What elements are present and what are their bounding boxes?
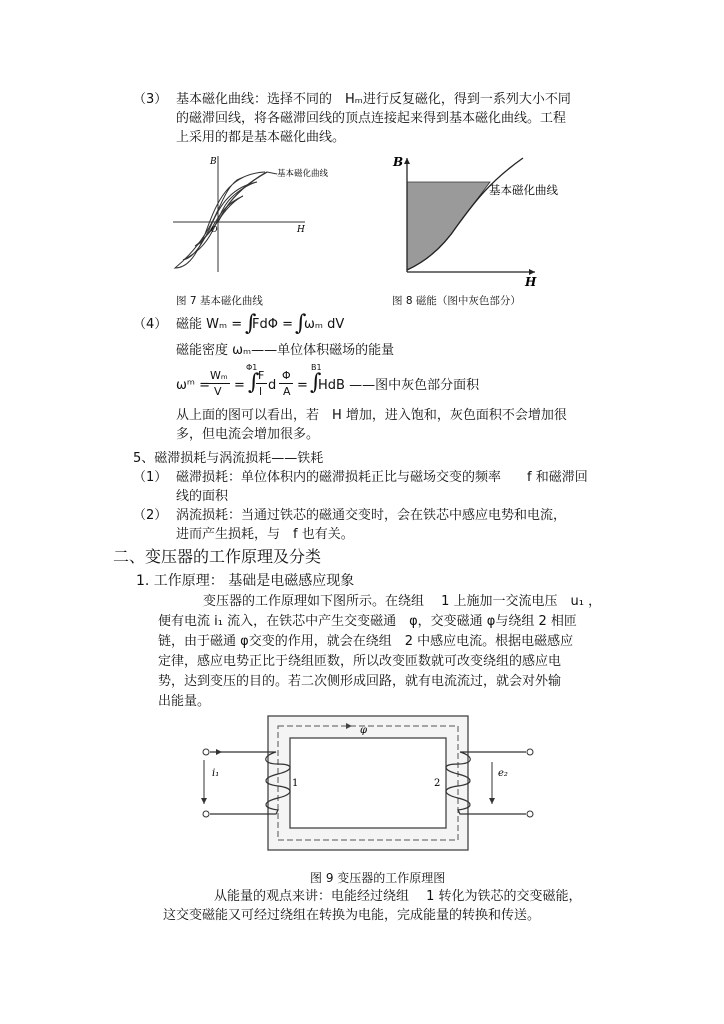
- terminal: [203, 749, 209, 755]
- h-label: H: [525, 275, 537, 289]
- fraction-denominator: V: [214, 385, 222, 398]
- winding-1-label: 1: [292, 778, 299, 789]
- origin-label: O: [211, 225, 218, 234]
- energy-density-definition: 磁能密度 ωₘ——单位体积磁场的能量: [176, 343, 395, 358]
- integral-upper-limit: Φ1: [246, 363, 258, 372]
- paragraph-line: 链，由于磁通 φ交变的作用，就会在绕组 2 中感应电流。根据电磁感应: [158, 634, 574, 649]
- paragraph-line: 的磁滞回线，将各磁滞回线的顶点连接起来得到基本磁化曲线。工程: [176, 111, 567, 126]
- emf-label: e₂: [498, 768, 508, 779]
- paragraph-line: 这交变磁能又可经过绕组在转换为电能，完成能量的转换和传送。: [163, 908, 541, 923]
- fraction-bar: [208, 383, 230, 384]
- section-5-title: 5、磁滞损耗与涡流损耗——铁耗: [133, 451, 324, 466]
- current-label: i₁: [212, 768, 220, 779]
- paragraph-line: 从能量的观点来讲：电能经过绕组 1 转化为铁芯的交变磁能，: [214, 889, 582, 904]
- core-window: [290, 738, 446, 828]
- paragraph-line: 势，达到变压的目的。若二次侧形成回路，就有电流流过，就会对外输: [158, 674, 562, 689]
- paragraph-line: 磁滞损耗：单位体积内的磁滞损耗正比与磁场交变的频率 f 和磁滞回: [176, 470, 588, 485]
- equals-sign: =: [297, 378, 308, 393]
- equals-sign: =: [234, 378, 245, 393]
- section-2-heading: 二、变压器的工作原理及分类: [113, 547, 322, 566]
- integral-sign: ∫: [245, 311, 257, 336]
- current-arrow: [216, 749, 222, 755]
- figure-7-caption: 图 7 基本磁化曲线: [176, 295, 263, 307]
- integral-upper-limit: B1: [311, 363, 322, 372]
- paragraph-line: 定律，感应电势正比于绕组匝数，所以改变匝数就可改变绕组的感应电: [158, 654, 562, 669]
- energy-formula-term1: FdΦ =: [252, 317, 293, 332]
- figure-9-caption: 图 9 变压器的工作原理图: [310, 871, 446, 885]
- energy-formula-lhs: 磁能 Wₘ =: [176, 317, 243, 332]
- large-loop: [175, 172, 265, 268]
- paragraph-line: 便有电流 i₁ 流入，在铁芯中产生交变磁通 φ，交变磁通 φ与绕组 2 相匝: [158, 614, 577, 629]
- hysteresis-loops-figure: [165, 150, 329, 278]
- fraction-numerator: Wₘ: [210, 369, 228, 382]
- paragraph-line: 从上面的图可以看出，若 H 增加，进入饱和，灰色面积不会增加很: [176, 408, 567, 423]
- integral-sign: ∫: [310, 370, 322, 395]
- h-label: H: [297, 225, 305, 235]
- fraction-numerator: F: [258, 369, 265, 382]
- paragraph-line: 基本磁化曲线：选择不同的 Hₘ进行反复磁化，得到一系列大小不同: [176, 92, 571, 107]
- energy-shaded-area: [407, 182, 490, 270]
- fraction-denominator: l: [259, 385, 263, 398]
- density-lhs: ωᵐ =: [176, 378, 211, 393]
- transformer-diagram: [192, 710, 544, 858]
- leader-line: [267, 172, 277, 174]
- terminal: [527, 749, 533, 755]
- fraction-numerator: Φ: [282, 369, 291, 382]
- b-axis-arrow: [404, 158, 410, 164]
- energy-formula-term2: ωₘ dV: [304, 317, 345, 332]
- flux-label: φ: [360, 725, 368, 736]
- curve-label: 基本磁化曲线: [489, 183, 558, 197]
- item-number-3: （3）: [133, 92, 168, 107]
- fraction-bar: [256, 383, 267, 384]
- paragraph-line: 出能量。: [158, 694, 211, 709]
- b-label: B: [393, 155, 404, 169]
- curve-label: 基本磁化曲线: [277, 169, 329, 179]
- medium-loop: [183, 182, 257, 260]
- integral-sign: ∫: [295, 311, 307, 336]
- terminal: [203, 811, 209, 817]
- item-number-1: （1）: [133, 470, 168, 485]
- magnetic-energy-figure: [385, 148, 558, 289]
- figure-8-caption: 图 8 磁能（图中灰色部分）: [392, 295, 521, 307]
- winding-2-label: 2: [434, 778, 441, 789]
- paragraph-line: 多，但电流会增加很多。: [176, 427, 320, 442]
- item-number-2: （2）: [133, 508, 168, 523]
- terminal: [527, 811, 533, 817]
- item-number-4: （4）: [133, 317, 168, 332]
- paragraph-line: 进而产生损耗，与 f 也有关。: [176, 527, 354, 542]
- paragraph-line: 线的面积: [176, 489, 229, 504]
- emf-arrowhead: [489, 798, 495, 804]
- paragraph-line: 涡流损耗：当通过铁芯的磁通交变时，会在铁芯中感应电势和电流，: [176, 508, 567, 523]
- integral-sign: ∫: [248, 370, 260, 395]
- fraction-bar: [279, 383, 293, 384]
- subsection-1-heading: 1. 工作原理： 基础是电磁感应现象: [136, 573, 355, 589]
- fraction-denominator: A: [283, 385, 291, 398]
- basic-magnetization-curve: [218, 172, 267, 222]
- paragraph-line: 变压器的工作原理如下图所示。在绕组 1 上施加一交流电压 u₁ ，: [203, 594, 602, 609]
- paragraph-line: 上采用的都是基本磁化曲线。: [176, 130, 346, 145]
- b-label: B: [210, 157, 217, 167]
- voltage-arrowhead: [201, 798, 207, 804]
- differential-d: d: [268, 378, 277, 393]
- density-formula-rhs: HdB ——图中灰色部分面积: [318, 378, 480, 393]
